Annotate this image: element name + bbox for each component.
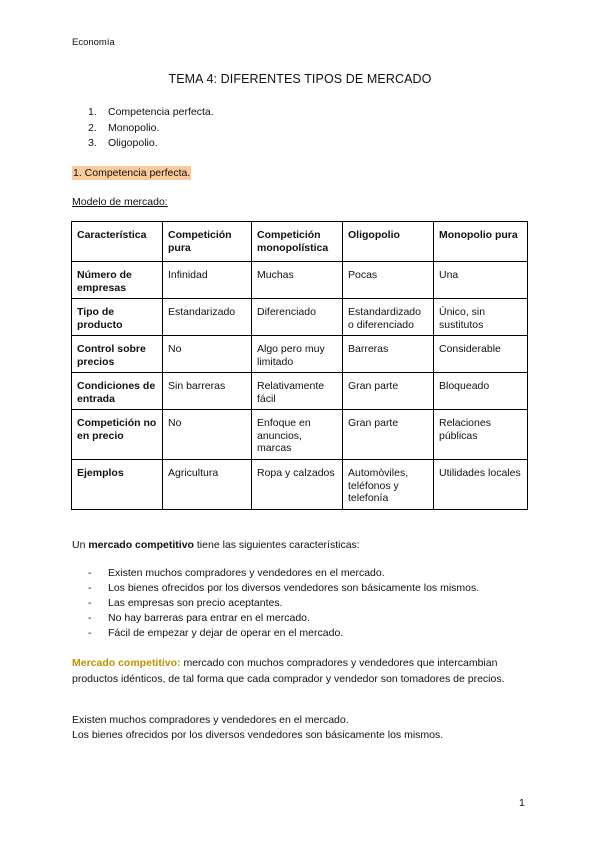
table-cell: Una — [434, 262, 528, 299]
table-cell: Sin barreras — [163, 373, 252, 410]
table-cell: Relativamente fácil — [252, 373, 343, 410]
closing-line: Los bienes ofrecidos por los diversos vendedores son básicamente los mismos. — [72, 728, 444, 741]
intro-suffix: tiene las siguientes características: — [193, 539, 360, 551]
table-header-cell: Competición pura — [163, 222, 252, 262]
table-cell: Estandarizado — [163, 299, 252, 336]
table-cell: Automòviles, teléfonos y telefonía — [343, 460, 434, 510]
list-item-text: Fácil de empezar y dejar de operar en el mercado. — [108, 627, 344, 639]
table-row — [72, 336, 528, 373]
page-title: TEMA 4: DIFERENTES TIPOS DE MERCADO — [168, 72, 432, 86]
characteristics-list — [88, 566, 479, 641]
list-item-text: Los bienes ofrecidos por los diversos vendedores son básicamente los mismos. — [108, 582, 480, 594]
definition-paragraph — [72, 655, 532, 687]
list-item-text: No hay barreras para entrar en el mercado. — [108, 612, 310, 624]
table-cell: Muchas — [252, 262, 343, 299]
row-label-cell: Competición no en precio — [72, 410, 163, 460]
toc-number: 1. — [88, 106, 97, 118]
intro-term: mercado competitivo — [88, 539, 194, 551]
toc-number: 3. — [88, 137, 97, 149]
table-cell: Considerable — [434, 336, 528, 373]
row-label-cell: Tipo de producto — [72, 299, 163, 336]
table-row — [72, 262, 528, 299]
row-label-cell: Número de empresas — [72, 262, 163, 299]
table-header-row — [72, 222, 528, 262]
row-label-cell: Condiciones de entrada — [72, 373, 163, 410]
toc-item — [88, 136, 214, 152]
table-cell: Enfoque en anuncios, marcas — [252, 410, 343, 460]
page-number: 1 — [519, 797, 525, 809]
toc-item — [88, 121, 214, 137]
list-item: - Existen muchos compradores y vendedores en el mercado. — [88, 567, 385, 579]
table-cell: Diferenciado — [252, 299, 343, 336]
table-row — [72, 299, 528, 336]
table-cell: Pocas — [343, 262, 434, 299]
table-cell: Estandardizado o diferenciado — [343, 299, 434, 336]
table-cell: Ropa y calzados — [252, 460, 343, 510]
toc-label: Competencia perfecta. — [108, 106, 214, 118]
table-header-cell: Característica — [72, 222, 163, 262]
list-item: - Las empresas son precio aceptantes. — [88, 597, 283, 609]
table-row — [72, 410, 528, 460]
table-cell: Bloqueado — [434, 373, 528, 410]
list-item: - Los bienes ofrecidos por los diversos vendedores son básicamente los mismos. — [88, 582, 480, 594]
market-model-table — [71, 221, 528, 510]
row-label-cell: Ejemplos — [72, 460, 163, 510]
list-item: - No hay barreras para entrar en el mercado. — [88, 612, 310, 624]
table-cell: Gran parte — [343, 410, 434, 460]
toc-number: 2. — [88, 121, 97, 134]
table-cell: Utilidades locales — [434, 460, 528, 510]
table-cell: Gran parte — [343, 373, 434, 410]
table-cell: Relaciones públicas — [434, 410, 528, 460]
table-of-contents — [88, 105, 214, 152]
table-header-cell: Competición monopolística — [252, 222, 343, 262]
table-cell: No — [163, 336, 252, 373]
toc-label: Monopolio. — [108, 121, 160, 134]
document-header: Economía — [72, 37, 115, 48]
list-item: - Fácil de empezar y dejar de operar en el mercado. — [88, 627, 344, 639]
row-label-cell: Control sobre precios — [72, 336, 163, 373]
table-cell: Algo pero muy limitado — [252, 336, 343, 373]
section-heading: 1. Competencia perfecta. — [73, 167, 191, 179]
table-row — [72, 373, 528, 410]
table-cell: Agricultura — [163, 460, 252, 510]
intro-paragraph — [72, 539, 360, 551]
list-item-text: Existen muchos compradores y vendedores en el mercado. — [108, 567, 385, 579]
model-label: Modelo de mercado: — [72, 196, 168, 208]
toc-label: Oligopolio. — [108, 137, 158, 149]
table-header-cell: Monopolio pura — [434, 222, 528, 262]
table-cell: No — [163, 410, 252, 460]
closing-paragraph — [72, 713, 443, 742]
list-item-text: Las empresas son precio aceptantes. — [108, 597, 283, 609]
definition-term: Mercado competitivo: — [72, 657, 181, 669]
table-cell: Infinidad — [163, 262, 252, 299]
toc-item — [88, 105, 214, 121]
table-row — [72, 460, 528, 510]
table-header-cell: Oligopolio — [343, 222, 434, 262]
definition-text: mercado con muchos compradores y vendedores que intercambian productos idénticos, de tal forma que cada comprador y vendedor son tomadores de precios. — [72, 657, 505, 685]
intro-prefix: Un — [72, 539, 89, 551]
table-cell: Único, sin sustitutos — [434, 299, 528, 336]
table-cell: Barreras — [343, 336, 434, 373]
closing-line: Existen muchos compradores y vendedores en el mercado. — [72, 714, 349, 726]
